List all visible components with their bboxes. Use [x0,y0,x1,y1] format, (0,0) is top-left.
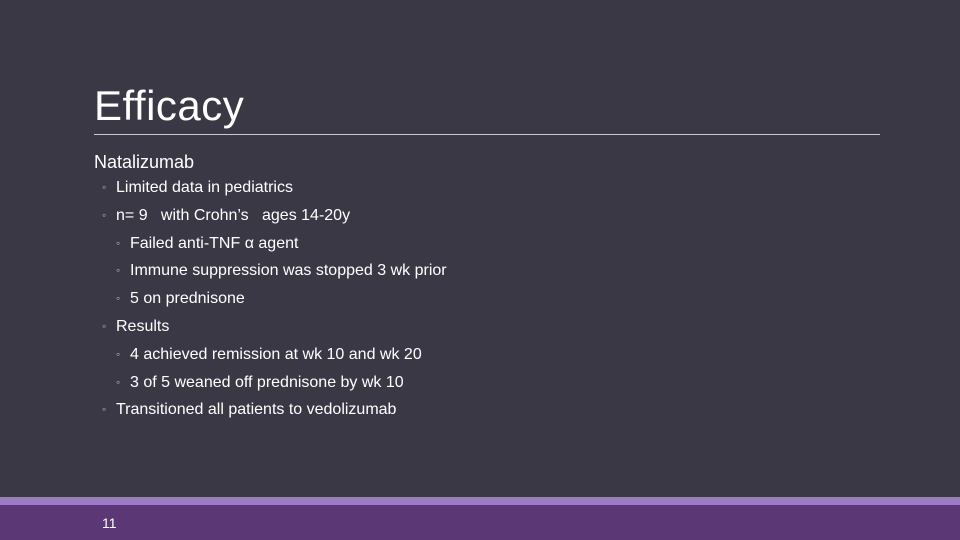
slide-content [94,150,854,424]
bullet-icon: ◦ [116,374,121,389]
bullet-icon: ◦ [116,346,121,361]
bullet-text: Immune suppression was stopped 3 wk prior [130,262,447,280]
sub-bullet-item [94,369,854,397]
bullet-list [94,174,854,424]
sub-bullet-item [94,341,854,369]
bullet-icon: ◦ [116,263,121,278]
slide-title: Efficacy [94,82,245,129]
page-number: 11 [102,515,117,531]
footer-band [0,505,960,540]
section-heading: Natalizumab [94,152,195,172]
sub-bullet-item [94,230,854,258]
bullet-text: 3 of 5 weaned off prednisone by wk 10 [130,373,404,391]
bullet-text: n= 9 with Crohn’s ages 14-20y [116,206,351,224]
bullet-text: 4 achieved remission at wk 10 and wk 20 [130,345,422,363]
bullet-item [94,313,854,341]
bullet-icon: ◦ [102,402,107,417]
bullet-text: Limited data in pediatrics [116,179,293,196]
title-divider [94,134,880,135]
bullet-item [94,396,854,424]
bullet-text: Results [116,317,170,335]
bullet-icon: ◦ [116,235,121,250]
bullet-item [94,202,854,230]
bullet-text: Transitioned all patients to vedolizumab [116,401,397,419]
bullet-text: 5 on prednisone [130,290,245,308]
footer-accent-bar [0,497,960,505]
bullet-icon: ◦ [102,318,107,333]
bullet-item [94,174,854,202]
bullet-text: Failed anti-TNF α agent [130,234,299,252]
sub-bullet-item [94,285,854,313]
bullet-icon: ◦ [102,180,107,194]
bullet-icon: ◦ [102,207,107,222]
bullet-icon: ◦ [116,291,121,306]
sub-bullet-item [94,257,854,285]
